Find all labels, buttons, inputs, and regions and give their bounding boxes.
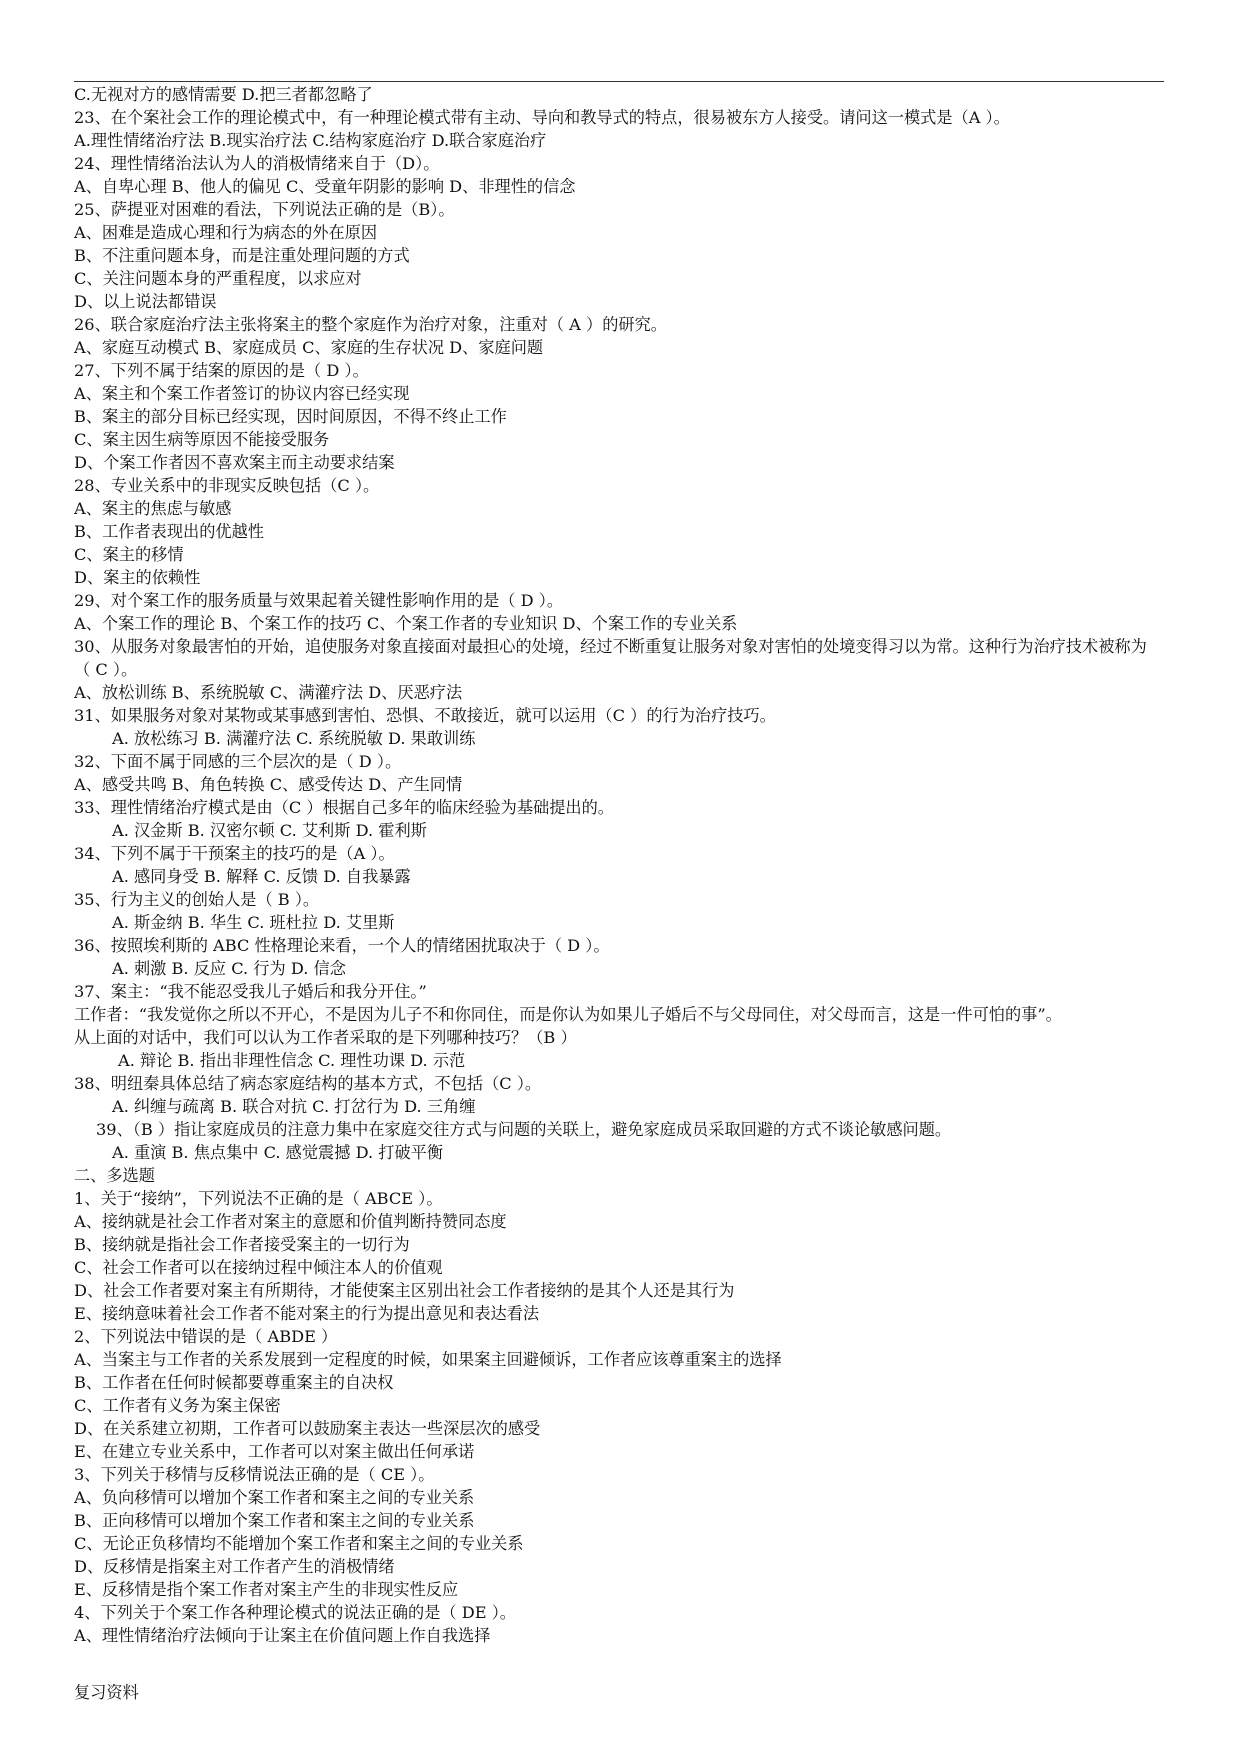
question-25: 25、萨提亚对困难的看法，下列说法正确的是（B）。: [74, 200, 455, 219]
question-28: 28、专业关系中的非现实反映包括（C ）。: [74, 476, 380, 495]
multi-question-2: 2、下列说法中错误的是（ ABDE ）: [74, 1327, 338, 1346]
question-26-options: A、家庭互动模式 B、家庭成员 C、家庭的生存状况 D、家庭问题: [74, 338, 544, 357]
option-line: C、社会工作者可以在接纳过程中倾注本人的价值观: [74, 1258, 443, 1277]
option-line: B、案主的部分目标已经实现，因时间原因，不得不终止工作: [74, 407, 507, 426]
option-line: C、案主的移情: [74, 545, 184, 564]
question-37-prompt: 从上面的对话中，我们可以认为工作者采取的是下列哪种技巧？（B ）: [74, 1028, 577, 1047]
question-35: 35、行为主义的创始人是（ B ）。: [74, 890, 320, 909]
multi-question-1: 1、关于“接纳”，下列说法不正确的是（ ABCE ）。: [74, 1189, 443, 1208]
question-30: 30、从服务对象最害怕的开始，追使服务对象直接面对最担心的处境，经过不断重复让服务对象对害怕的处境变得习以为常。这种行为治疗技术被称为 （ C ）。: [74, 637, 1147, 679]
question-24: 24、理性情绪治法认为人的消极情绪来自于（D）。: [74, 154, 440, 173]
question-32-options: A、感受共鸣 B、角色转换 C、感受传达 D、产生同情: [74, 775, 463, 794]
text-line: C.无视对方的感情需要 D.把三者都忽略了: [74, 85, 373, 104]
question-39: 39、（B ）指让家庭成员的注意力集中在家庭交往方式与问题的关联上，避免家庭成员采取回避的方式不谈论敏感问题。: [96, 1120, 952, 1139]
option-line: B、接纳就是指社会工作者接受案主的一切行为: [74, 1235, 410, 1254]
option-line: D、反移情是指案主对工作者产生的消极情绪: [74, 1557, 395, 1576]
question-23-options: A.理性情绪治疗法 B.现实治疗法 C.结构家庭治疗 D.联合家庭治疗: [74, 131, 547, 150]
multi-question-3: 3、下列关于移情与反移情说法正确的是（ CE ）。: [74, 1465, 435, 1484]
multi-question-4: 4、下列关于个案工作各种理论模式的说法正确的是（ DE ）。: [74, 1603, 516, 1622]
option-line: D、个案工作者因不喜欢案主而主动要求结案: [74, 453, 395, 472]
question-26: 26、联合家庭治疗法主张将案主的整个家庭作为治疗对象，注重对（ A ）的研究。: [74, 315, 667, 334]
option-line: A、理性情绪治疗法倾向于让案主在价值问题上作自我选择: [74, 1626, 491, 1645]
option-line: B、不注重问题本身，而是注重处理问题的方式: [74, 246, 410, 265]
question-34-options: A. 感同身受 B. 解释 C. 反馈 D. 自我暴露: [112, 867, 411, 886]
option-line: C、案主因生病等原因不能接受服务: [74, 430, 330, 449]
option-line: A、当案主与工作者的关系发展到一定程度的时候，如果案主回避倾诉，工作者应该尊重案主的选择: [74, 1350, 782, 1369]
option-line: B、正向移情可以增加个案工作者和案主之间的专业关系: [74, 1511, 475, 1530]
option-line: C、工作者有义务为案主保密: [74, 1396, 281, 1415]
option-line: A、负向移情可以增加个案工作者和案主之间的专业关系: [74, 1488, 475, 1507]
option-line: E、反移情是指个案工作者对案主产生的非现实性反应: [74, 1580, 459, 1599]
question-24-options: A、自卑心理 B、他人的偏见 C、受童年阴影的影响 D、非理性的信念: [74, 177, 576, 196]
option-line: C、关注问题本身的严重程度，以求应对: [74, 269, 362, 288]
option-line: A、接纳就是社会工作者对案主的意愿和价值判断持赞同态度: [74, 1212, 507, 1231]
question-32: 32、下面不属于同感的三个层次的是（ D ）。: [74, 752, 402, 771]
question-37-dialogue: 工作者：“我发觉你之所以不开心，不是因为儿子不和你同住，而是你认为如果儿子婚后不与父母同住，对父母而言，这是一件可怕的事”。: [74, 1005, 1062, 1024]
footer-label: 复习资料: [74, 1683, 139, 1702]
question-37-options: A. 辩论 B. 指出非理性信念 C. 理性功课 D. 示范: [118, 1051, 466, 1070]
option-line: B、工作者在任何时候都要尊重案主的自决权: [74, 1373, 394, 1392]
option-line: B、工作者表现出的优越性: [74, 522, 264, 541]
option-line: D、在关系建立初期，工作者可以鼓励案主表达一些深层次的感受: [74, 1419, 541, 1438]
question-37: 37、案主：“我不能忍受我儿子婚后和我分开住。”: [74, 982, 427, 1001]
option-line: D、案主的依赖性: [74, 568, 201, 587]
option-line: E、在建立专业关系中，工作者可以对案主做出任何承诺: [74, 1442, 475, 1461]
question-35-options: A. 斯金纳 B. 华生 C. 班杜拉 D. 艾里斯: [112, 913, 395, 932]
question-38: 38、明纽秦具体总结了病态家庭结构的基本方式，不包括（C ）。: [74, 1074, 542, 1093]
option-line: E、接纳意味着社会工作者不能对案主的行为提出意见和表达看法: [74, 1304, 540, 1323]
question-29-options: A、个案工作的理论 B、个案工作的技巧 C、个案工作者的专业知识 D、个案工作的专业关系: [74, 614, 738, 633]
question-34: 34、下列不属于干预案主的技巧的是（A ）。: [74, 844, 395, 863]
question-31-options: A. 放松练习 B. 满灌疗法 C. 系统脱敏 D. 果敢训练: [112, 729, 476, 748]
option-line: D、以上说法都错误: [74, 292, 217, 311]
question-31: 31、如果服务对象对某物或某事感到害怕、恐惧、不敢接近，就可以运用（C ）的行为治疗技巧。: [74, 706, 776, 725]
option-line: A、困难是造成心理和行为病态的外在原因: [74, 223, 378, 242]
document-body: [74, 83, 1166, 1647]
question-33: 33、理性情绪治疗模式是由（C ）根据自己多年的临床经验为基础提出的。: [74, 798, 614, 817]
question-33-options: A. 汉金斯 B. 汉密尔顿 C. 艾利斯 D. 霍利斯: [112, 821, 427, 840]
question-36: 36、按照埃利斯的 ABC 性格理论来看，一个人的情绪困扰取决于（ D ）。: [74, 936, 610, 955]
question-23: 23、在个案社会工作的理论模式中，有一种理论模式带有主动、导向和教导式的特点，很易被东方人接受。请问这一模式是（A ）。: [74, 108, 1010, 127]
top-rule: [74, 81, 1164, 82]
question-29: 29、对个案工作的服务质量与效果起着关键性影响作用的是（ D ）。: [74, 591, 564, 610]
question-30-options: A、放松训练 B、系统脱敏 C、满灌疗法 D、厌恶疗法: [74, 683, 463, 702]
option-line: A、案主和个案工作者签订的协议内容已经实现: [74, 384, 410, 403]
option-line: C、无论正负移情均不能增加个案工作者和案主之间的专业关系: [74, 1534, 524, 1553]
question-27: 27、下列不属于结案的原因的是（ D ）。: [74, 361, 369, 380]
question-38-options: A. 纠缠与疏离 B. 联合对抗 C. 打岔行为 D. 三角缠: [112, 1097, 476, 1116]
option-line: A、案主的焦虑与敏感: [74, 499, 232, 518]
question-39-options: A. 重演 B. 焦点集中 C. 感觉震撼 D. 打破平衡: [112, 1143, 444, 1162]
question-36-options: A. 刺激 B. 反应 C. 行为 D. 信念: [112, 959, 346, 978]
section-heading-multiple-choice: 二、多选题: [74, 1166, 155, 1185]
option-line: D、社会工作者要对案主有所期待，才能使案主区别出社会工作者接纳的是其个人还是其行为: [74, 1281, 735, 1300]
